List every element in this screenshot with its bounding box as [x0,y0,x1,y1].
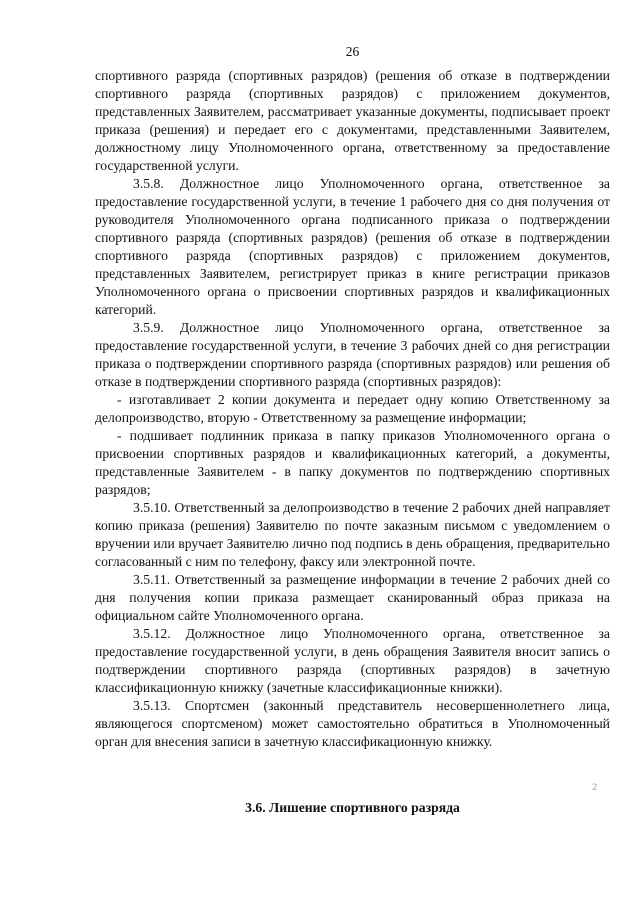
document-body [95,67,610,751]
margin-mark: 2 [592,783,598,793]
list-item-file-original: - подшивает подлинник приказа в папку приказов Уполномоченного органа о присвоении спортивных разрядов и квалификационных категорий, а документы, представленные Заявителем - в папку документов по подтверждению спортивных разрядов; [95,428,610,497]
paragraph-continuation: спортивного разряда (спортивных разрядов) (решения об отказе в подтверждении спортивного разряда (спортивных разрядов) с приложением документов, представленных Заявителем, рассматривает указанные документы, подписывает проект приказа (решения) и передает его с документами, представленными Заявителем, должностному лицу Уполномоченного органа, ответственному за предоставление государственной услуги. [95,68,610,173]
paragraph-3-5-10: 3.5.10. Ответственный за делопроизводство в течение 2 рабочих дней направляет копию приказа (решения) Заявителю по почте заказным письмом с уведомлением о вручении или вручает Заявителю лично под подпись в день обращения, предварительно согласованный с ним по телефону, факсу или электронной почте. [95,500,610,569]
paragraph-3-5-13: 3.5.13. Спортсмен (законный представитель несовершеннолетнего лица, являющегося спортсменом) может самостоятельно обратиться в Уполномоченный орган для внесения записи в зачетную классификационную книжку. [95,698,610,749]
paragraph-3-5-8: 3.5.8. Должностное лицо Уполномоченного органа, ответственное за предоставление государственной услуги, в течение 1 рабочего дня со дня получения от руководителя Уполномоченного органа подписанного приказа о подтверждении спортивного разряда (спортивных разрядов) (решения об отказе в подтверждении спортивного разряда (спортивных разрядов) с приложением документов, представленных Заявителем, регистрирует приказ в книге регистрации приказов Уполномоченного органа о присвоении спортивных разрядов и квалификационных категорий. [95,176,610,317]
paragraph-3-5-11: 3.5.11. Ответственный за размещение информации в течение 2 рабочих дней со дня получения копии приказа размещает сканированный образ приказа на официальном сайте Уполномоченного органа. [95,572,610,623]
page-number: 26 [345,44,360,59]
paragraph-3-5-12: 3.5.12. Должностное лицо Уполномоченного органа, ответственное за предоставление государственной услуги, в день обращения Заявителя вносит запись о подтверждении спортивного разряда (спортивных разрядов) в зачетную классификационную книжку (зачетные классификационные книжки). [95,626,610,695]
paragraph-3-5-9: 3.5.9. Должностное лицо Уполномоченного органа, ответственное за предоставление государственной услуги, в течение 3 рабочих дней со дня регистрации приказа о подтверждении спортивного разряда (спортивных разрядов) или решения об отказе в подтверждении спортивного разряда (спортивных разрядов): [95,320,610,389]
section-title: 3.6. Лишение спортивного разряда [245,800,460,815]
list-item-make-copies: - изготавливает 2 копии документа и передает одну копию Ответственному за делопроизводство, вторую - Ответственному за размещение информации; [95,392,610,425]
